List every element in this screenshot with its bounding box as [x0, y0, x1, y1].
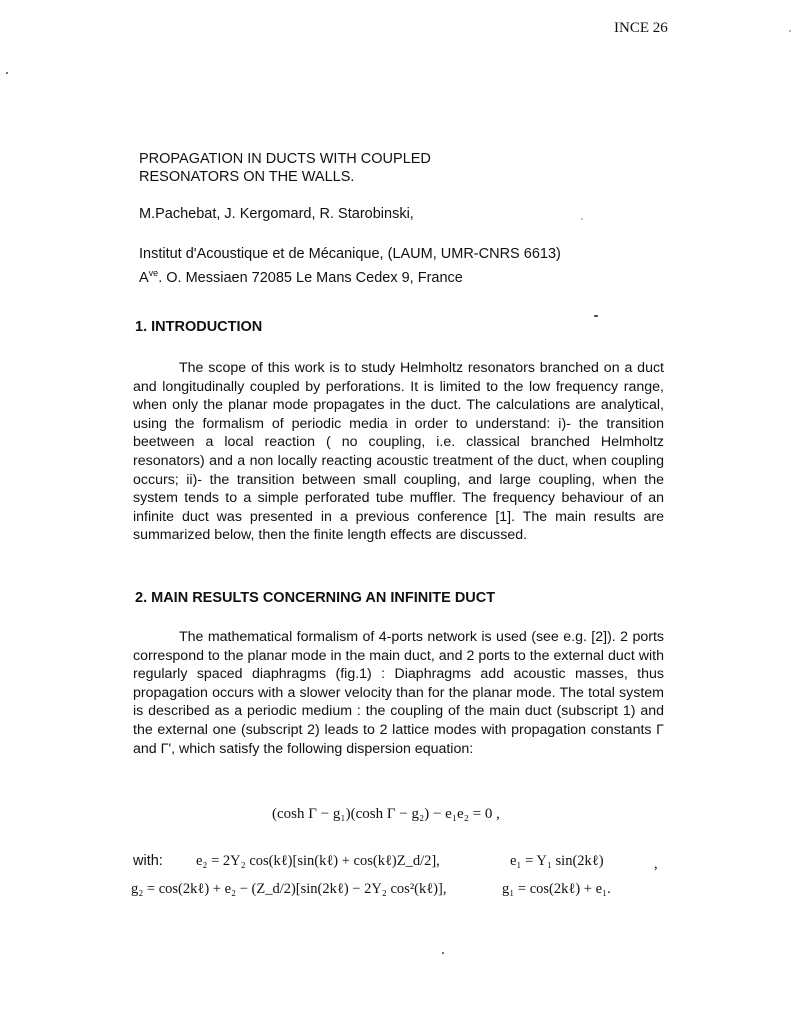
- equation-comma: ,: [654, 856, 658, 872]
- section-1-body: [133, 359, 664, 545]
- authors: M.Pachebat, J. Kergomard, R. Starobinski,: [139, 206, 414, 222]
- equation-e2: e₂ = 2Y₂ cos(kℓ)[sin(kℓ) + cos(kℓ)Z_d/2],: [196, 853, 440, 869]
- equation-g1: g₁ = cos(2kℓ) + e₁.: [502, 881, 611, 897]
- affiliation: [139, 245, 561, 288]
- scan-speck: [789, 30, 791, 32]
- scan-speck: [6, 72, 8, 74]
- title-line-2: RESONATORS ON THE WALLS.: [139, 169, 355, 185]
- affiliation-prefix: A: [139, 269, 149, 286]
- dispersion-equation: (cosh Γ − g₁)(cosh Γ − g₂) − e₁e₂ = 0 ,: [272, 806, 500, 822]
- scan-speck: [594, 315, 598, 317]
- intro-paragraph: The scope of this work is to study Helmholtz resonators branched on a duct and longitudinally coupled by perforations. It is limited to the low frequency range, when only the planar mode propagates in the duct. The calculations are analytical, using the formalism of periodic media in order to understand: i)- the transition beetween a local reaction ( no coupling, i.e. classical branched Helmholtz resonators) and a non locally reacting acoustic treatment of the duct, when coupling occurs; ii)- the transition between small coupling, and large coupling, when the system tends to a simple perforated tube muffler. The frequency behaviour of an infinite duct was presented in a previous conference [1]. The main results are summarized below, then the finite length effects are discussed.: [133, 360, 664, 544]
- affiliation-line-1: Institut d'Acoustique et de Mécanique, (LAUM, UMR-CNRS 6613): [139, 246, 561, 262]
- results-paragraph: The mathematical formalism of 4-ports network is used (see e.g. [2]). 2 ports correspond to the planar mode in the main duct, and 2 ports to the external duct with regularly spaced diaphragms (fig.1) : Diaphragms add acoustic masses, thus propagation occurs with a slower velocity than for the planar mode. The total system is described as a periodic medium : the coupling of the main duct (subscript 1) and the external one (subscript 2) leads to 2 lattice modes with propagation constants Γ and Γ', which satisfy the following dispersion equation:: [133, 629, 664, 757]
- section-1-heading: 1. INTRODUCTION: [135, 319, 263, 335]
- affiliation-address: . O. Messiaen 72085 Le Mans Cedex 9, France: [158, 269, 463, 286]
- affiliation-line-2: [139, 264, 561, 288]
- section-2-body: [133, 628, 664, 758]
- paper-title: [139, 150, 431, 186]
- scan-speck: [442, 952, 444, 954]
- section-2-heading: 2. MAIN RESULTS CONCERNING AN INFINITE DUCT: [135, 590, 496, 606]
- equation-e1: e₁ = Y₁ sin(2kℓ): [510, 853, 604, 869]
- with-label: with:: [133, 853, 163, 869]
- title-line-1: PROPAGATION IN DUCTS WITH COUPLED: [139, 151, 431, 167]
- page-header-code: INCE 26: [614, 20, 668, 36]
- affiliation-sup: ve: [148, 268, 159, 278]
- scan-speck: [581, 218, 583, 220]
- equation-g2: g₂ = cos(2kℓ) + e₂ − (Z_d/2)[sin(2kℓ) − 2Y₂ cos²(kℓ)],: [131, 881, 447, 897]
